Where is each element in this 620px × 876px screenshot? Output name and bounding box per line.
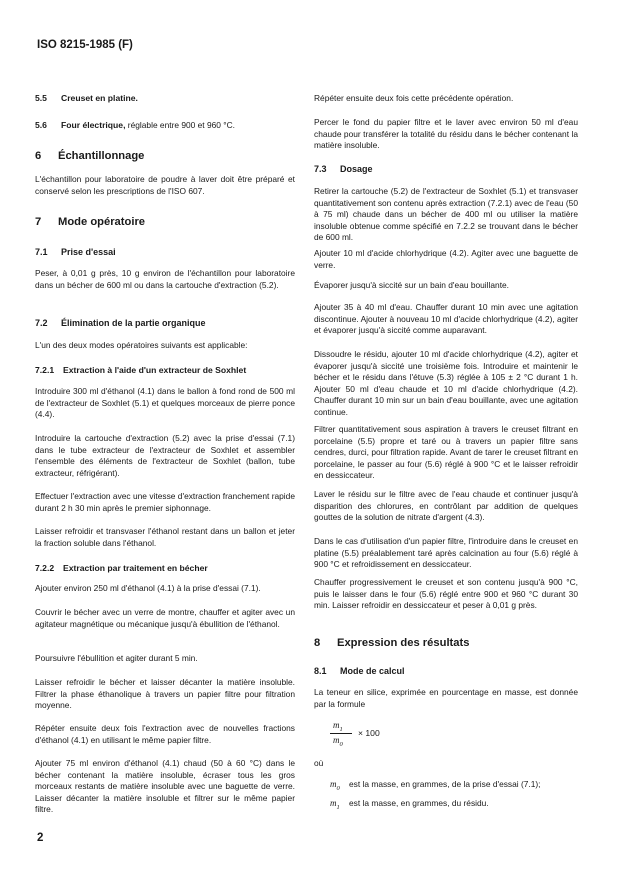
paragraph: Évaporer jusqu'à siccité sur un bain d'eau bouillante. [314,280,510,290]
paragraph: Chauffer progressivement le creuset et son contenu jusqu'à 900 °C, puis le laisser dans le four (5.6) réglé entre 900 et 960 °C durant 30 min. Laisser refroidir en dessiccateur et peser à 0,01 g près. [314,577,578,611]
paragraph: Retirer la cartouche (5.2) de l'extracteur de Soxhlet (5.1) et transvaser quantitativement son contenu après extraction (7.2.1) avec de l'eau (50 à 75 ml) chaude dans un bécher de 400 ml ou utiliser la matière insoluble obtenue comme spécifié en 7.2.2 se trouvant dans le bécher de 600 ml. [314,186,578,243]
section-title: Prise d'essai [61,247,116,257]
section-text: réglable entre 900 et 960 °C. [127,120,235,130]
section-5-6 [35,120,295,132]
section-number: 7.2.1 [35,365,55,375]
section-7-1-heading [35,247,295,259]
paragraph: Ajouter 75 ml environ d'éthanol (4.1) chaud (50 à 60 °C) dans le bécher contenant la matière insoluble, écraser tous les gros morceaux restants de matière insoluble avec une baguette de verre. Laisser décanter la matière insoluble et filtrer sur le même papier filtre. [35,758,295,815]
paragraph: Couvrir le bécher avec un verre de montre, chauffer et agiter avec un agitateur magnétique ou mécanique jusqu'à ébullition de l'éthanol. [35,607,295,629]
section-title: Four électrique, [61,120,126,130]
section-number: 7.3 [314,164,327,174]
section-8-1-heading [314,666,574,678]
section-8-heading [314,638,574,650]
paragraph: L'échantillon pour laboratoire de poudre à laver doit être préparé et conservé selon les prescriptions de l'ISO 607. [35,174,295,196]
section-title: Mode de calcul [340,666,405,676]
section-7-heading [35,217,295,229]
paragraph: Peser, à 0,01 g près, 10 g environ de l'échantillon pour laboratoire dans un bécher de 600 ml ou dans la cartouche d'extraction (5.2). [35,268,295,290]
section-number: 7.2.2 [35,563,55,573]
paragraph: Introduire 300 ml d'éthanol (4.1) dans le ballon à fond rond de 500 ml de l'extracteur de Soxhlet (5.1) et quelques morceaux de pierre ponce (4.4). [35,386,295,420]
section-number: 6 [35,150,42,162]
definition-variable: $m_0$ [330,779,340,792]
section-7-2-1-heading [35,365,295,377]
section-number: 5.6 [35,120,47,130]
section-title: Extraction par traitement en bécher [63,563,208,573]
section-7-2-heading [35,318,295,330]
section-7-2-2-heading [35,563,295,575]
paragraph: Filtrer quantitativement sous aspiration à travers le creuset filtrant en porcelaine (5.5) propre et taré ou à travers un papier filtre sans cendres, durci, pour filtration rapide. Avant de tarer le creuset filtrant en porcelaine, le passer au four (5.6) réglé à 900 °C et le laisser refroidir en dessiccateur. [314,424,578,481]
paragraph: Ajouter 10 ml d'acide chlorhydrique (4.2). Agiter avec une baguette de verre. [314,248,578,270]
paragraph: Dissoudre le résidu, ajouter 10 ml d'acide chlorhydrique (4.2), agiter et évaporer jusqu'à siccité une troisième fois. Introduire et maintenir le bécher et le résidu dans l'étuve (5.3) réglée à 105 ± 2 °C durant 1 h. Ajouter 50 ml d'eau chaude et 10 ml d'acide chlorhydrique (4.2). Chauffer durant 10 min sur un bain d'eau bouillante, avec une agitation continue. [314,349,578,417]
section-number: 7 [35,216,42,228]
section-number: 5.5 [35,93,47,103]
section-title: Mode opératoire [58,216,146,228]
paragraph: Introduire la cartouche d'extraction (5.2) avec la prise d'essai (7.1) dans le tube extracteur de l'extracteur de Soxhlet et assembler l'ensemble des éléments de l'extracteur de Soxhlet (ballon, tube extracteur, réfrigérant). [35,433,295,478]
definition-variable: $m_1$ [330,798,340,811]
where-label: où [314,758,324,768]
definition-text: est la masse, en grammes, de la prise d'essai (7.1); [349,779,541,789]
section-title: Creuset en platine. [61,93,138,103]
section-number: 8 [314,637,321,649]
paragraph: Ajouter 35 à 40 ml d'eau. Chauffer durant 10 min avec une agitation discontinue. Ajouter à nouveau 10 ml d'acide chlorhydrique (4.2), agiter et évaporer jusqu'à siccité comme auparavant. [314,302,578,336]
section-number: 8.1 [314,666,327,676]
paragraph: La teneur en silice, exprimée en pourcentage en masse, est donnée par la formule [314,687,578,709]
formula-denominator: $m_0$ [333,735,343,748]
paragraph: Dans le cas d'utilisation d'un papier filtre, l'introduire dans le creuset en platine (5.5) préalablement taré après calcination au four (5.6) réglé à 900 °C et refroidissement en dessiccateur. [314,536,578,570]
section-title: Échantillonnage [58,150,145,162]
section-title: Élimination de la partie organique [61,318,206,328]
paragraph: Laisser refroidir le bécher et laisser décanter la matière insoluble. Filtrer la phase éthanolique à travers un papier filtre pour filtration moyenne. [35,677,295,711]
paragraph: Ajouter environ 250 ml d'éthanol (4.1) à la prise d'essai (7.1). [35,583,261,593]
paragraph: Poursuivre l'ébullition et agiter durant 5 min. [35,653,198,663]
section-title: Dosage [340,164,373,174]
fraction-bar [330,733,352,734]
paragraph: Laisser refroidir et transvaser l'éthanol restant dans un ballon et jeter la fraction soluble dans l'éthanol. [35,526,295,548]
formula-multiplier: × 100 [358,728,380,738]
paragraph: Laver le résidu sur le filtre avec de l'eau chaude et continuer jusqu'à disparition des chlorures, en contrôlant par addition de quelques gouttes de la solution de nitrate d'argent (4.3). [314,489,578,523]
paragraph: Percer le fond du papier filtre et le laver avec environ 50 ml d'eau chaude pour transférer la totalité du résidu dans le bécher contenant la matière insoluble. [314,117,578,151]
section-6-heading [35,151,295,163]
paragraph: L'un des deux modes opératoires suivants est applicable: [35,340,248,350]
definition-text: est la masse, en grammes, du résidu. [349,798,489,808]
paragraph: Effectuer l'extraction avec une vitesse d'extraction franchement rapide durant 2 h 30 min après le premier siphonnage. [35,491,295,513]
section-title: Expression des résultats [337,637,470,649]
document-header: ISO 8215-1985 (F) [37,39,133,51]
section-5-5 [35,93,295,105]
section-number: 7.2 [35,318,48,328]
page-number: 2 [37,832,44,844]
section-title: Extraction à l'aide d'un extracteur de Soxhlet [63,365,247,375]
formula [314,718,574,752]
section-number: 7.1 [35,247,48,257]
paragraph: Répéter ensuite deux fois l'extraction avec de nouvelles fractions d'éthanol (4.1) en utilisant le même papier filtre. [35,723,295,745]
paragraph: Répéter ensuite deux fois cette précédente opération. [314,93,514,103]
section-7-3-heading [314,164,574,176]
formula-numerator: $m_1$ [333,720,343,733]
